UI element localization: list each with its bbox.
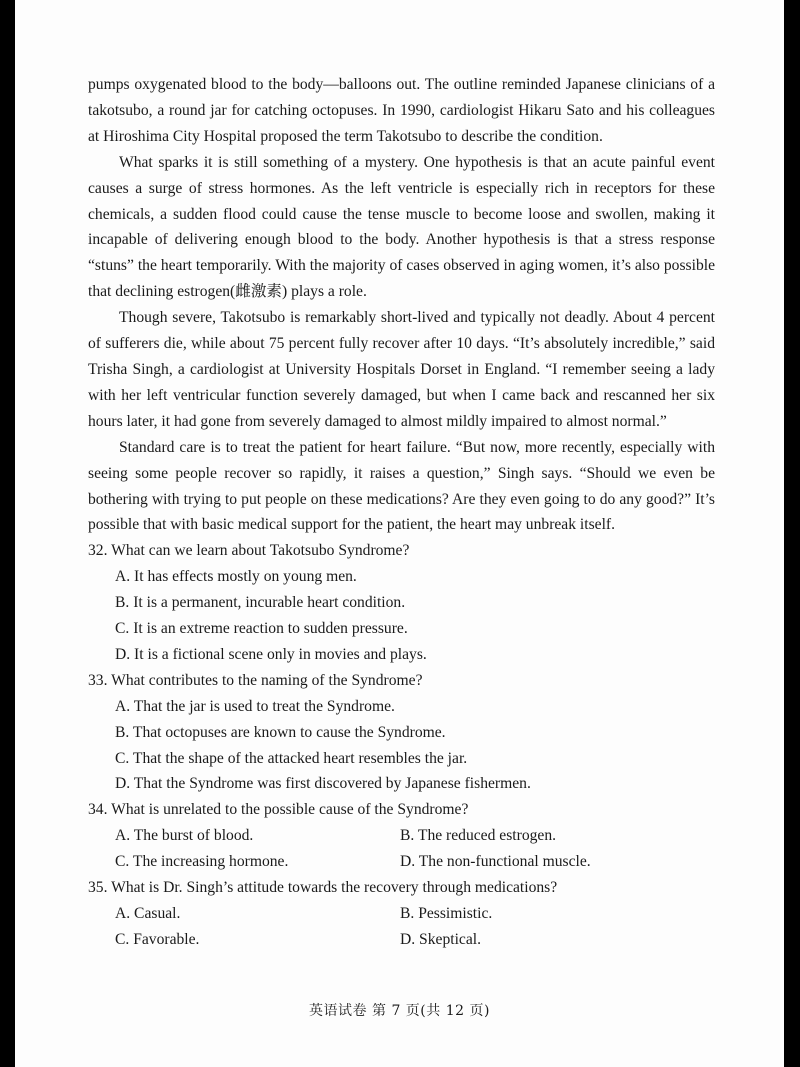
question-32	[88, 538, 715, 668]
page-content	[88, 72, 715, 953]
option-row	[88, 823, 715, 849]
option-a: A. It has effects mostly on young men.	[115, 568, 357, 586]
option-d: D. The non-functional muscle.	[400, 853, 591, 871]
option-row	[88, 901, 715, 927]
passage-paragraph-4: Standard care is to treat the patient for heart failure. “But now, more recently, especially with seeing some people recover so rapidly, it raises a question,” Singh says. “Should we even be bothering with trying to put people on these medications? Are they even going to do any good?” It’s possible that with basic medical support for the patient, the heart may unbreak itself.	[88, 438, 715, 534]
question-number: 35.	[88, 879, 108, 897]
question-text: What contributes to the naming of the Syndrome?	[111, 671, 423, 689]
option-a: A. Casual.	[115, 905, 181, 922]
question-stem	[88, 668, 715, 694]
passage-paragraph-1: pumps oxygenated blood to the body—balloons out. The outline reminded Japanese clinicians of a takotsubo, a round jar for catching octopuses. In 1990, cardiologist Hikaru Sato and his colleagues at Hiroshima City Hospital proposed the term Takotsubo to describe the condition.	[88, 76, 715, 145]
page-footer: 英语试卷 第 7 页(共 12 页)	[309, 1003, 490, 1019]
option-d: D. Skeptical.	[400, 930, 481, 948]
question-number: 34.	[88, 801, 108, 819]
question-text: What can we learn about Takotsubo Syndrome?	[111, 542, 410, 560]
question-stem	[88, 797, 715, 823]
option-c: C. That the shape of the attacked heart resembles the jar.	[115, 749, 468, 767]
option-row	[88, 927, 715, 953]
question-33	[88, 668, 715, 798]
question-number: 33.	[88, 671, 108, 689]
option-b: B. That octopuses are known to cause the Syndrome.	[115, 723, 446, 741]
question-35	[88, 875, 715, 953]
option-c: C. Favorable.	[115, 930, 200, 948]
option-b: B. The reduced estrogen.	[400, 827, 557, 845]
passage-paragraph-3: Though severe, Takotsubo is remarkably short-lived and typically not deadly. About 4 percent of sufferers die, while about 75 percent fully recover after 10 days. “It’s absolutely incredible,” said Trisha Singh, a cardiologist at University Hospitals Dorset in England. “I remember seeing a lady with her left ventricular function severely damaged, but when I came back and rescanned her six hours later, it had gone from severely damaged to almost mildly impaired to almost normal.”	[88, 309, 715, 430]
exam-page	[15, 0, 784, 1067]
question-number: 32.	[88, 542, 108, 560]
question-34	[88, 797, 715, 875]
question-text: What is Dr. Singh’s attitude towards the recovery through medications?	[111, 879, 558, 897]
option-row	[88, 849, 715, 875]
option-c: C. The increasing hormone.	[115, 853, 289, 871]
question-stem	[88, 538, 715, 564]
option-c: C. It is an extreme reaction to sudden pressure.	[115, 620, 408, 638]
option-b: B. Pessimistic.	[400, 905, 493, 922]
option-d: D. It is a fictional scene only in movies and plays.	[115, 645, 427, 663]
passage-paragraph-2: What sparks it is still something of a mystery. One hypothesis is that an acute painful event causes a surge of stress hormones. As the left ventricle is especially rich in receptors for these chemicals, a sudden flood could cause the tense muscle to become loose and swollen, making it incapable of delivering enough blood to the body. Another hypothesis is that a stress response “stuns” the heart temporarily. With the majority of cases observed in aging women, it’s also possible that declining estrogen(雌激素) plays a role.	[88, 153, 715, 301]
option-a: A. That the jar is used to treat the Syndrome.	[115, 697, 395, 715]
option-d: D. That the Syndrome was first discovered by Japanese fishermen.	[115, 775, 531, 793]
question-text: What is unrelated to the possible cause of the Syndrome?	[111, 801, 469, 819]
option-b: B. It is a permanent, incurable heart condition.	[115, 594, 406, 612]
option-a: A. The burst of blood.	[115, 827, 254, 845]
question-stem	[88, 875, 715, 901]
